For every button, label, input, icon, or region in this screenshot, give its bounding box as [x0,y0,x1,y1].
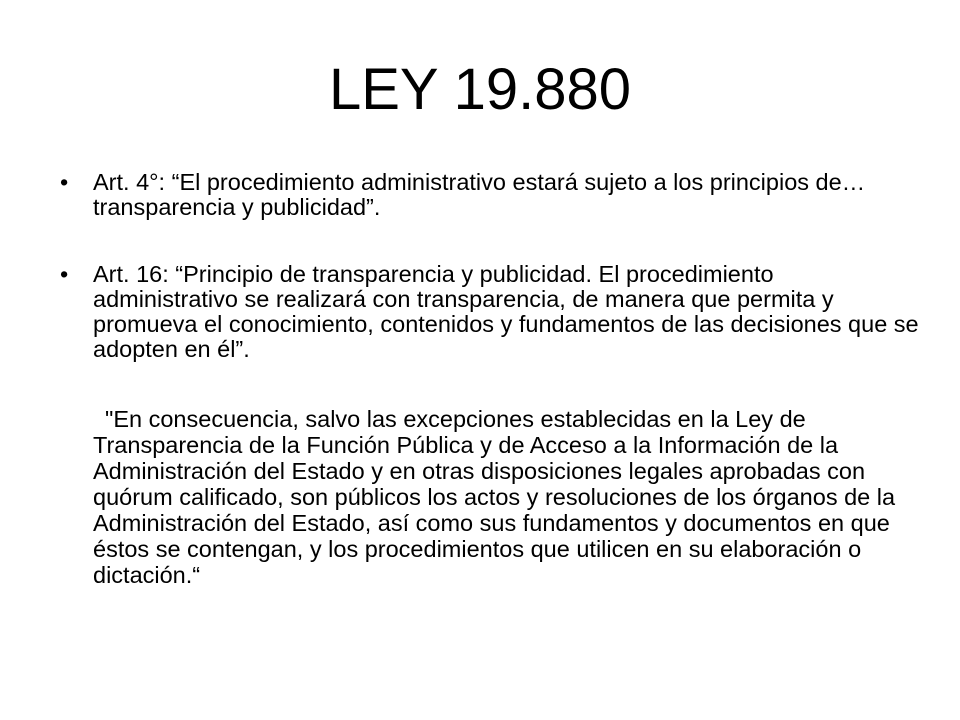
slide-title: LEY 19.880 [328,57,632,122]
bullet-text: Art. 4°: “El procedimiento administrativo estará sujeto a los principios de… transparencia y publicidad”. [93,169,866,220]
bullet-item-art-16 [60,262,920,362]
bullet-list [60,170,920,404]
bullet-dot-icon: • [60,169,69,195]
bullet-text: Art. 16: “Principio de transparencia y publicidad. El procedimiento administrativo se realizará con transparencia, de manera que permita y promueva el conocimiento, contenidos y fundamentos de las decisiones que se adopten en él”. [93,261,919,362]
bullet-dot-icon: • [60,261,69,287]
quote-paragraph: "En consecuencia, salvo las excepciones establecidas en la Ley de Transparencia de la Función Pública y de Acceso a la Información de la Administración del Estado y en otras disposiciones legales aprobadas con quórum calificado, son públicos los actos y resoluciones de los órganos de la Administración del Estado, así como sus fundamentos y documentos en que éstos se contengan, y los procedimientos que utilicen en su elaboración o dictación.“ [93,406,896,588]
bullet-item-art-4 [60,170,920,220]
